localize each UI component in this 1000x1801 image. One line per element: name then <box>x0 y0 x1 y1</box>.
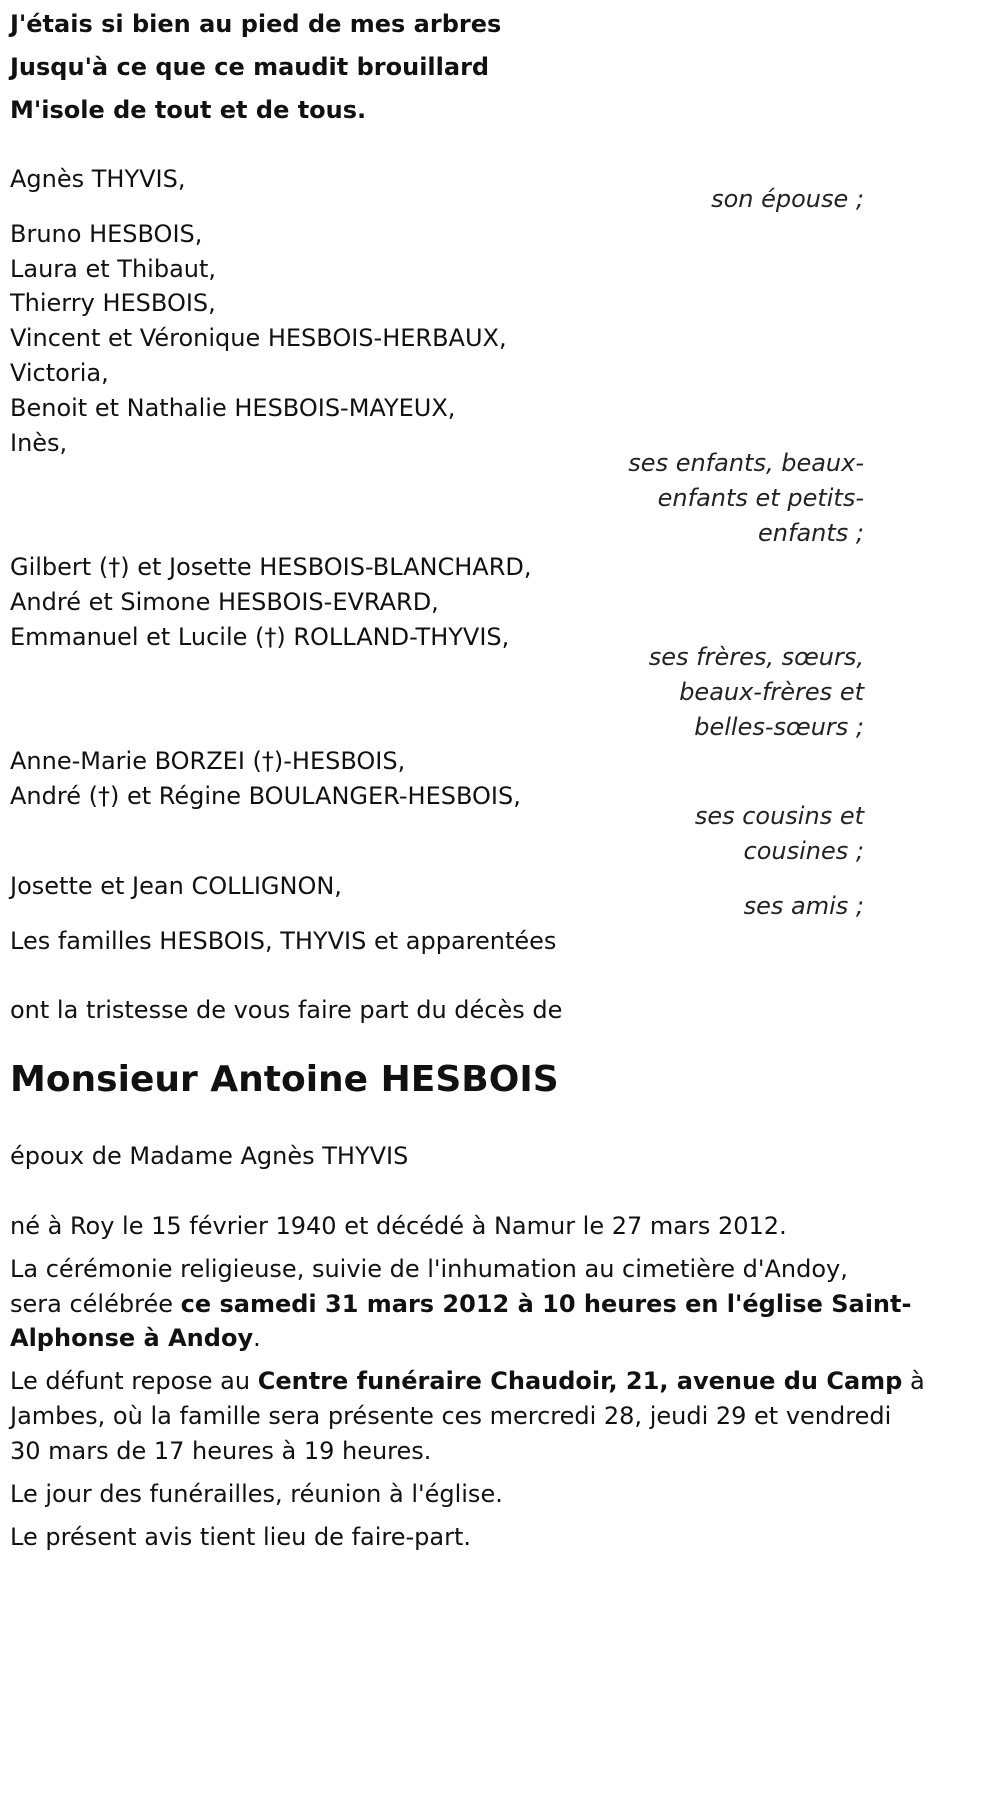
birth-death: né à Roy le 15 février 1940 et décédé à Namur le 27 mars 2012. <box>10 1212 787 1240</box>
sibling-name: Gilbert (†) et Josette HESBOIS-BLANCHARD, <box>10 553 532 581</box>
deceased-name: Monsieur Antoine HESBOIS <box>10 1059 559 1100</box>
meeting-line: Le jour des funérailles, réunion à l'église. <box>10 1480 503 1508</box>
ceremony-place: Alphonse à Andoy <box>10 1324 254 1352</box>
cousins-relation: ses cousins et <box>694 802 864 830</box>
rest-line-1 <box>10 1362 925 1400</box>
children-relation: enfants ; <box>758 519 864 547</box>
cousin-name: André (†) et Régine BOULANGER-HESBOIS, <box>10 782 521 810</box>
ceremony-date: ce samedi 31 mars 2012 à 10 heures en l'église Saint- <box>180 1290 912 1318</box>
child-name: Thierry HESBOIS, <box>10 289 216 317</box>
poem-line-2: Jusqu'à ce que ce maudit brouillard <box>10 53 490 81</box>
friend-name: Josette et Jean COLLIGNON, <box>10 872 342 900</box>
ceremony-period: . <box>253 1324 261 1352</box>
poem-line-1: J'étais si bien au pied de mes arbres <box>10 10 502 38</box>
ceremony-line-3 <box>10 1319 261 1357</box>
funeral-home: Centre funéraire Chaudoir, 21, avenue du Camp <box>257 1367 903 1395</box>
child-name: Inès, <box>10 429 68 457</box>
sibling-name: Emmanuel et Lucile (†) ROLLAND-THYVIS, <box>10 623 510 651</box>
child-name: Bruno HESBOIS, <box>10 220 203 248</box>
families-line: Les familles HESBOIS, THYVIS et apparentées <box>10 927 557 955</box>
siblings-relation: belles-sœurs ; <box>694 713 864 741</box>
cousins-relation: cousines ; <box>743 837 864 865</box>
child-name: Vincent et Véronique HESBOIS-HERBAUX, <box>10 324 507 352</box>
deceased-spouse: époux de Madame Agnès THYVIS <box>10 1142 409 1170</box>
rest-line-2: Jambes, où la famille sera présente ces mercredi 28, jeudi 29 et vendredi <box>10 1402 892 1430</box>
announcement: ont la tristesse de vous faire part du décès de <box>10 996 563 1024</box>
rest-text-end: à <box>902 1367 925 1395</box>
ceremony-line-1: La cérémonie religieuse, suivie de l'inhumation au cimetière d'Andoy, <box>10 1255 848 1283</box>
poem-line-3: M'isole de tout et de tous. <box>10 96 367 124</box>
spouse-relation: son épouse ; <box>711 185 864 213</box>
spouse-name: Agnès THYVIS, <box>10 165 186 193</box>
children-relation: ses enfants, beaux- <box>628 449 864 477</box>
sibling-name: André et Simone HESBOIS-EVRARD, <box>10 588 439 616</box>
friends-relation: ses amis ; <box>743 892 864 920</box>
cousin-name: Anne-Marie BORZEI (†)-HESBOIS, <box>10 747 406 775</box>
child-name: Laura et Thibaut, <box>10 255 217 283</box>
siblings-relation: ses frères, sœurs, <box>648 643 864 671</box>
rest-line-3: 30 mars de 17 heures à 19 heures. <box>10 1437 432 1465</box>
siblings-relation: beaux-frères et <box>679 678 864 706</box>
rest-text: Le défunt repose au <box>10 1367 258 1395</box>
ceremony-text: sera célébrée <box>10 1290 181 1318</box>
child-name: Victoria, <box>10 359 109 387</box>
notice-line: Le présent avis tient lieu de faire-part. <box>10 1523 472 1551</box>
child-name: Benoit et Nathalie HESBOIS-MAYEUX, <box>10 394 456 422</box>
children-relation: enfants et petits- <box>657 484 864 512</box>
ceremony-line-2 <box>10 1285 911 1323</box>
